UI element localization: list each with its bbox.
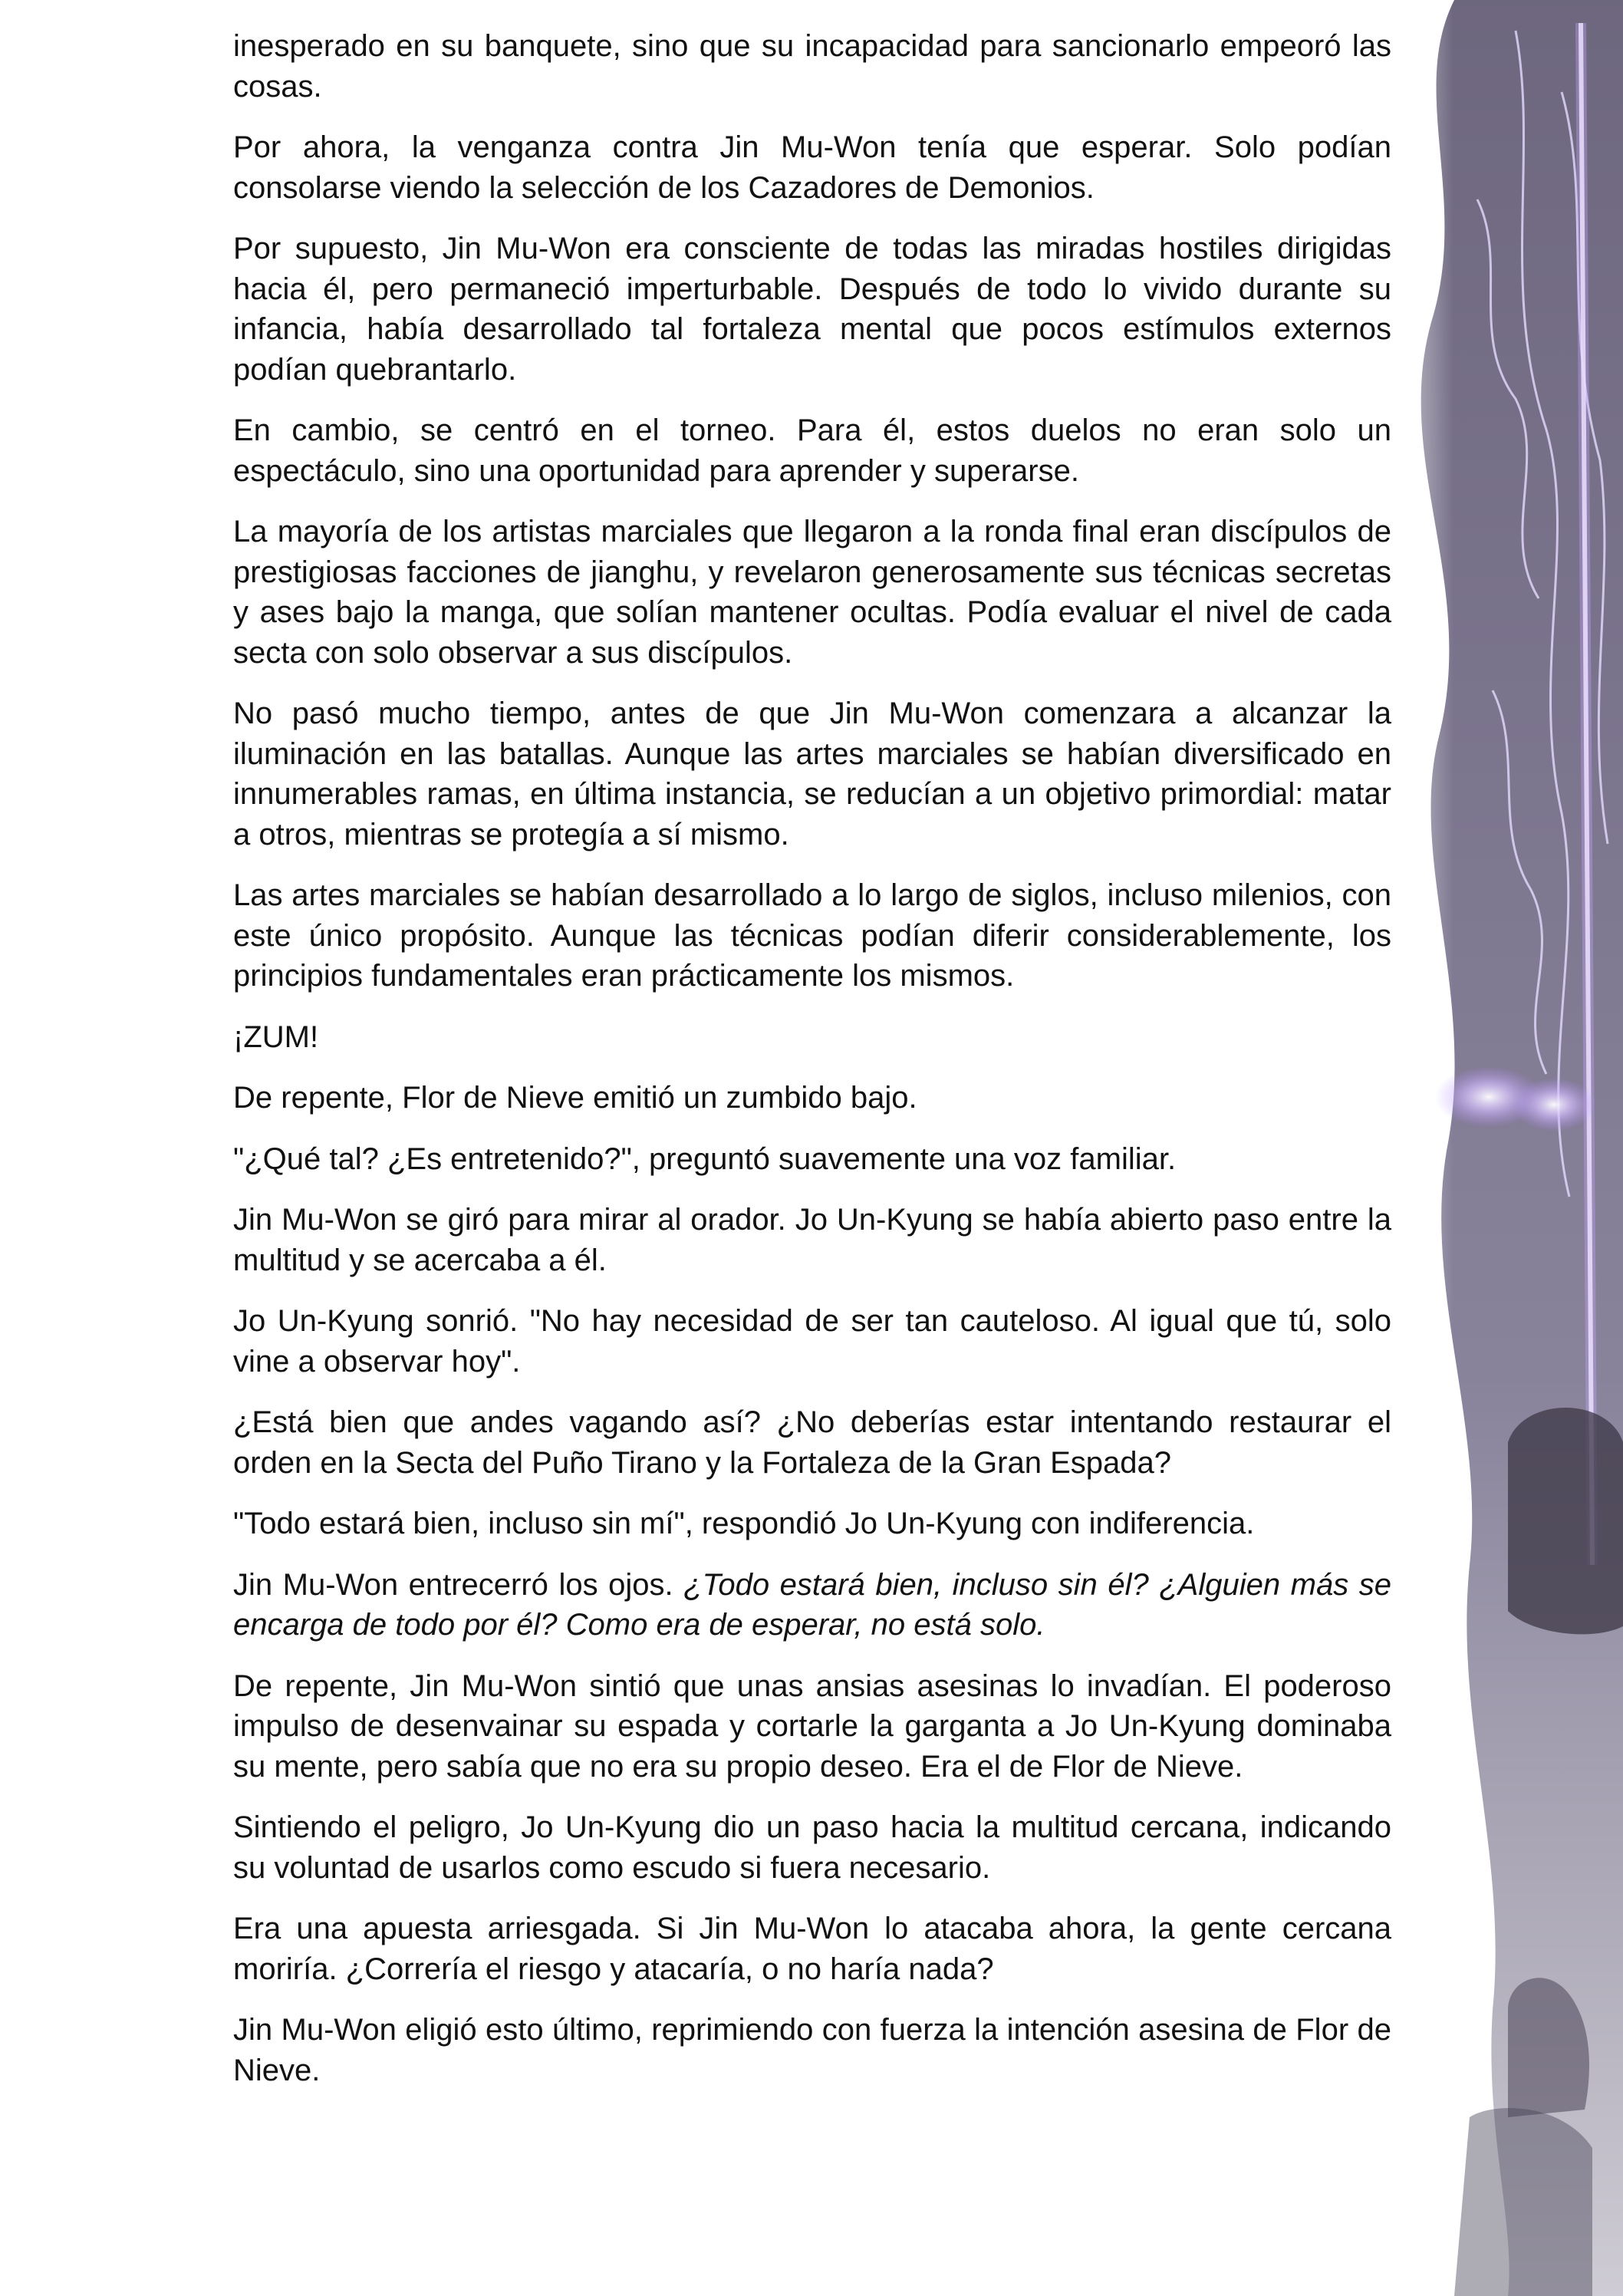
text-segment: En cambio, se centró en el torneo. Para él, estos duelos no eran solo un espectáculo, sino una oportunidad para aprender y superarse. (233, 413, 1391, 488)
text-segment: No pasó mucho tiempo, antes de que Jin Mu-Won comenzara a alcanzar la iluminación en las batallas. Aunque las artes marciales se habían diversificado en innumerables ramas, en última instancia, se reducían a un objetivo primordial: matar a otros, mientras se protegía a sí mismo. (233, 697, 1391, 852)
paragraph (233, 1504, 1391, 1544)
text-segment: Era una apuesta arriesgada. Si Jin Mu-Won lo atacaba ahora, la gente cercana moriría. ¿Correría el riesgo y atacaría, o no haría nada? (233, 1912, 1391, 1986)
paragraph (233, 229, 1391, 390)
text-segment: De repente, Jin Mu-Won sintió que unas ansias asesinas lo invadían. El poderoso impulso de desenvainar su espada y cortarle la garganta a Jo Un-Kyung dominaba su mente, pero sabía que no era su propio deseo. Era el de Flor de Nieve. (233, 1668, 1391, 1784)
text-segment: De repente, Flor de Nieve emitió un zumbido bajo. (233, 1081, 917, 1115)
document-body (233, 26, 1391, 2111)
paragraph (233, 1909, 1391, 1989)
text-segment: Las artes marciales se habían desarrollado a lo largo de siglos, incluso milenios, con este único propósito. Aunque las técnicas podían diferir considerablemente, los principios fundamentales eran prácticamente los mismos. (233, 878, 1391, 993)
paragraph (233, 1200, 1391, 1280)
text-segment: Por ahora, la venganza contra Jin Mu-Won tenía que esperar. Solo podían consolarse viendo la selección de los Cazadores de Demonios. (233, 130, 1391, 205)
paragraph (233, 1078, 1391, 1118)
paragraph (233, 26, 1391, 107)
text-segment: "Todo estará bien, incluso sin mí", respondió Jo Un-Kyung con indiferencia. (233, 1507, 1255, 1540)
paragraph (233, 1017, 1391, 1058)
paragraph (233, 875, 1391, 996)
margin-illustration (1362, 0, 1623, 2296)
paragraph (233, 127, 1391, 208)
text-segment: ¿Está bien que andes vagando así? ¿No deberías estar intentando restaurar el orden en la Secta del Puño Tirano y la Fortaleza de la Gran Espada? (233, 1405, 1391, 1480)
text-segment: Sintiendo el peligro, Jo Un-Kyung dio un paso hacia la multitud cercana, indicando su voluntad de usarlos como escudo si fuera necesario. (233, 1810, 1391, 1885)
text-segment: ¡ZUM! (233, 1020, 319, 1054)
paragraph (233, 512, 1391, 673)
text-segment: "¿Qué tal? ¿Es entretenido?", preguntó suavemente una voz familiar. (233, 1141, 1177, 1176)
text-segment: Por supuesto, Jin Mu-Won era consciente de todas las miradas hostiles dirigidas hacia él, pero permaneció imperturbable. Después de todo lo vivido durante su infancia, había desarrollado tal fortaleza mental que pocos estímulos externos podían quebrantarlo. (233, 232, 1391, 387)
text-segment: Jin Mu-Won se giró para mirar al orador. Jo Un-Kyung se había abierto paso entre la multitud y se acercaba a él. (233, 1203, 1391, 1277)
text-segment: Jin Mu-Won eligió esto último, reprimiendo con fuerza la intención asesina de Flor de Nieve. (233, 2013, 1391, 2087)
paragraph (233, 1301, 1391, 1382)
paragraph (233, 1666, 1391, 1787)
italic-text: ¿Todo estará bien, incluso sin él? ¿Alguien más se encarga de todo por él? Como era de esperar, no está solo. (233, 1567, 1391, 1642)
paragraph (233, 1565, 1391, 1645)
paragraph (233, 410, 1391, 491)
paragraph (233, 693, 1391, 855)
text-segment: inesperado en su banquete, sino que su incapacidad para sancionarlo empeoró las cosas. (233, 29, 1391, 104)
paragraph (233, 2010, 1391, 2090)
paragraph (233, 1807, 1391, 1888)
text-segment: Jo Un-Kyung sonrió. "No hay necesidad de ser tan cauteloso. Al igual que tú, solo vine a observar hoy". (233, 1304, 1391, 1379)
paragraph (233, 1139, 1391, 1180)
text-segment: La mayoría de los artistas marciales que llegaron a la ronda final eran discípulos de prestigiosas facciones de jianghu, y revelaron generosamente sus técnicas secretas y ases bajo la manga, que solían mantener ocultas. Podía evaluar el nivel de cada secta con solo observar a sus discípulos. (233, 515, 1391, 670)
paragraph (233, 1402, 1391, 1483)
text-segment: Jin Mu-Won entrecerró los ojos. (233, 1567, 684, 1602)
